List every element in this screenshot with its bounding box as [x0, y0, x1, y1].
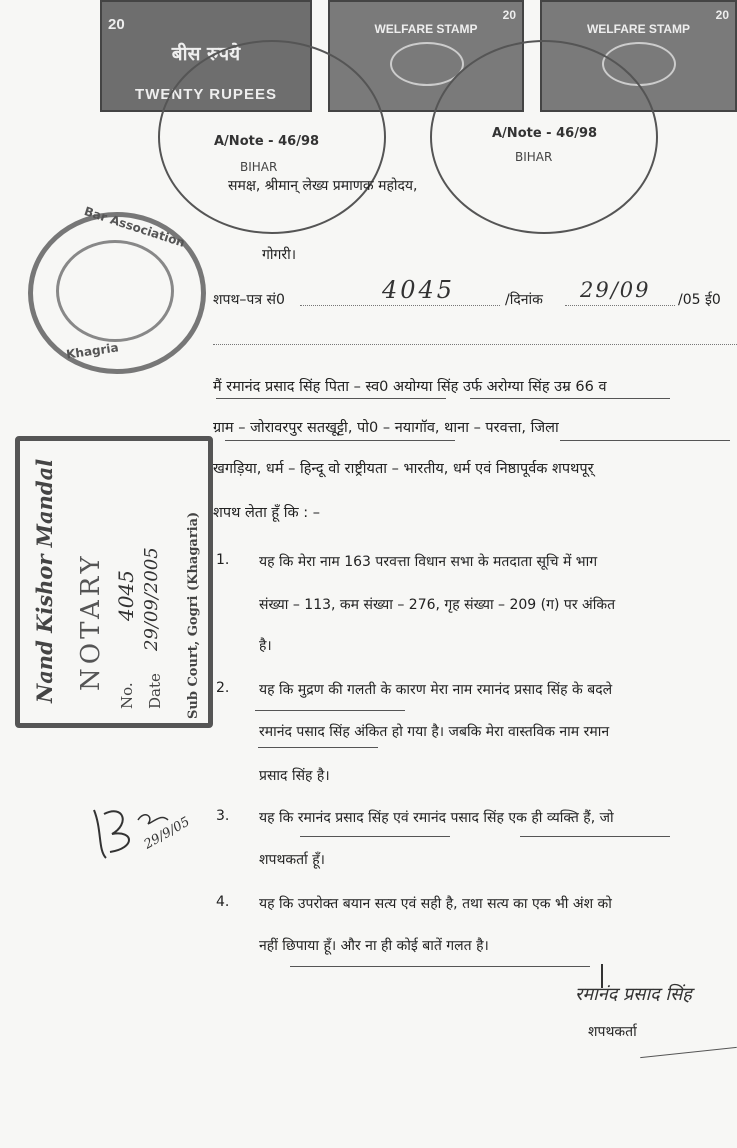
notary-no-label: No.: [118, 682, 136, 709]
affidavit-label: शपथ–पत्र सं0: [213, 292, 285, 308]
pen-underline: [225, 440, 455, 441]
bar-association-text: Bar Association: [82, 204, 187, 250]
point-line: प्रसाद सिंह है।: [259, 768, 330, 784]
notary-stamp: [15, 436, 213, 728]
point-line: रमानंद पसाद सिंह अंकित हो गया है। जबकि मेरा वास्तविक नाम रमान: [259, 724, 610, 740]
point-number: 3.: [216, 808, 230, 824]
point-line: है।: [259, 638, 272, 654]
stamp-label: WELFARE STAMP: [374, 22, 478, 36]
notary-no-value: 4045: [114, 570, 138, 621]
stamp-hindi-label: बीस रुपये: [171, 43, 241, 65]
stamp-value: 20: [502, 8, 516, 22]
notary-date-value: 29/09/2005: [141, 547, 162, 651]
deponent-label: शपथकर्ता: [588, 1024, 637, 1040]
seal-place-text: BIHAR: [240, 160, 278, 174]
intro-line: शपथ लेता हूँ कि : –: [213, 505, 320, 521]
intro-line: ग्राम – जोरावरपुर सतखूट्टी, पो0 – नयागॉव, थाना – परवत्ता, जिला: [213, 420, 559, 436]
notary-court: Sub Court, Gogri (Khagaria): [186, 511, 201, 719]
pen-underline: [520, 836, 670, 837]
point-line: यह कि मेरा नाम 163 परवत्ता विधान सभा के मतदाता सूचि में भाग: [259, 554, 598, 570]
pen-underline: [470, 398, 670, 399]
pen-underline: [290, 966, 590, 967]
pen-underline: [560, 440, 730, 441]
point-number: 4.: [216, 894, 230, 910]
point-number: 1.: [216, 552, 230, 568]
date-label: /दिनांक: [505, 292, 543, 308]
pen-underline: [258, 747, 378, 748]
pen-underline: [300, 836, 450, 837]
deponent-signature: रमानंद प्रसाद सिंह: [575, 984, 692, 1005]
point-line: संख्या – 113, कम संख्या – 276, गृह संख्या – 209 (ग) पर अंकित: [259, 597, 616, 613]
salutation: समक्ष, श्रीमान् लेख्य प्रमाणक महोदय,: [228, 178, 418, 194]
pen-underline: [216, 398, 446, 399]
point-line: यह कि मुद्रण की गलती के कारण मेरा नाम रमानंद प्रसाद सिंह के बदले: [259, 682, 613, 698]
blank-dotted-line: [213, 344, 737, 345]
date-line: [565, 305, 675, 306]
seal-place-text: BIHAR: [515, 150, 553, 164]
stamp-value: 20: [108, 16, 125, 33]
notary-name: Nand Kishor Mandal: [32, 458, 57, 703]
seal-note-text: A/Note - 46/98: [492, 126, 598, 141]
point-line: नहीं छिपाया हूँ। और ना ही कोई बातें गलत है।: [259, 938, 489, 954]
initials-date: 29/9/05: [141, 814, 193, 853]
stamp-value: 20: [715, 8, 729, 22]
khagria-text: Khagria: [65, 340, 120, 362]
affidavit-no-line: [300, 305, 500, 306]
intro-line: मैं रमानंद प्रसाद सिंह पिता – स्व0 अयोग्या सिंह उर्फ अरोग्या सिंह उम्र 66 व: [213, 379, 607, 395]
stamp-label: WELFARE STAMP: [586, 22, 691, 36]
date-value: 29/09: [580, 278, 651, 302]
affidavit-number: 4045: [382, 276, 456, 304]
pen-underline: [640, 1047, 737, 1058]
pen-underline: [255, 710, 405, 711]
notary-title: NOTARY: [76, 552, 106, 691]
stamp-label: TWENTY RUPEES: [135, 86, 277, 103]
seal-note-text: A/Note - 46/98: [214, 134, 320, 149]
notary-date-label: Date: [146, 673, 164, 709]
bar-association-seal-inner: [56, 240, 174, 342]
point-line: यह कि उपरोक्त बयान सत्य एवं सही है, तथा सत्य का एक भी अंश को: [259, 896, 612, 912]
intro-line: खगड़िया, धर्म – हिन्दू वो राष्ट्रीयता – भारतीय, धर्म एवं निष्ठापूर्वक शपथपूर्: [213, 461, 594, 477]
point-line: शपथकर्ता हूँ।: [259, 852, 325, 868]
location: गोगरी।: [262, 247, 297, 263]
point-line: यह कि रमानंद प्रसाद सिंह एवं रमानंद पसाद सिंह एक ही व्यक्ति हैं, जो: [259, 810, 614, 826]
point-number: 2.: [216, 680, 230, 696]
date-suffix: /05 ई0: [678, 292, 721, 308]
